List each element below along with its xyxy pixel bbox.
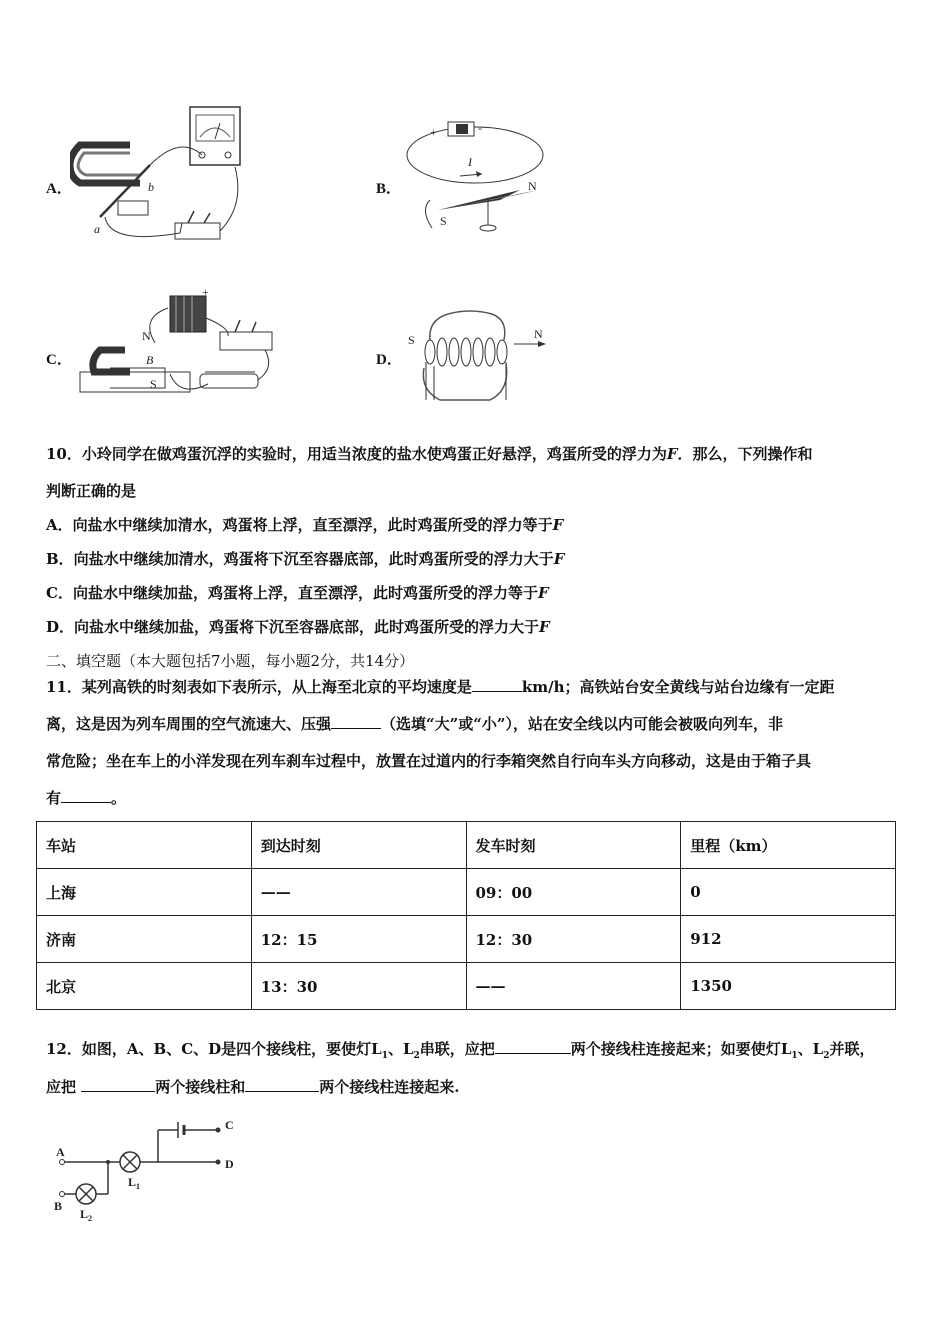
q12-lamp-symbol: L [780, 1040, 792, 1058]
q12-lamp-sub: 1 [381, 1051, 388, 1061]
lamp-l1-label [128, 1175, 140, 1191]
q12-lamp-sub: 2 [413, 1051, 420, 1061]
table-cell: 1350 [681, 963, 896, 1010]
table-header-cell: 发车时刻 [466, 822, 681, 869]
table-cell: 济南 [37, 916, 252, 963]
q12-sep: 、 [797, 1040, 813, 1058]
table-header-cell: 里程（km） [681, 822, 896, 869]
q11-line2-text-a: 离，这是因为列车周围的空气流速大、压强 [46, 715, 332, 733]
q10-option-c [46, 583, 549, 603]
q12-lamp1 [371, 1040, 388, 1061]
q12-line2-text-c: 两个接线柱连接起来. [319, 1078, 460, 1096]
q12-lamp-sub: 2 [823, 1051, 830, 1061]
q10-stem-line2: 判断正确的是 [46, 482, 137, 500]
q11-line2 [46, 714, 783, 734]
svg-text:+: + [430, 125, 437, 139]
figure-b-current-label: I [468, 155, 472, 169]
svg-text:-: - [478, 121, 482, 135]
q10-option-b [46, 549, 564, 569]
figure-b-south-label: S [440, 214, 447, 228]
terminal-c [216, 1128, 221, 1133]
q12-line1 [46, 1039, 874, 1066]
q10-option-d [46, 617, 550, 637]
terminal-d-label: D [225, 1157, 234, 1171]
figure-b-north-label: N [528, 179, 537, 193]
q10-option-c-text: C．向盐水中继续加盐，鸡蛋将上浮，直至漂浮，此时鸡蛋所受的浮力等于 [46, 584, 538, 602]
q10-force-symbol: F [666, 445, 678, 463]
q10-option-b-var: F [553, 550, 565, 568]
section-heading: 二、填空题（本大题包括7小题，每小题2分，共14分） [46, 652, 415, 670]
figure-a-generator [70, 105, 250, 245]
q11-blank-pressure[interactable] [331, 714, 381, 729]
figure-d-south-label: S [408, 333, 415, 347]
lamp-l1-symbol: L [128, 1175, 137, 1189]
q10-stem-text-2: ．那么，下列操作和 [677, 445, 813, 463]
table-row [37, 963, 896, 1010]
q10-option-d-var: F [539, 618, 550, 636]
terminal-c-label: C [225, 1118, 234, 1132]
option-a-label: A． [46, 181, 72, 197]
table-cell: —— [251, 869, 466, 916]
table-cell: 912 [681, 916, 896, 963]
table-header-row [37, 822, 896, 869]
table-cell: 12：30 [466, 916, 681, 963]
terminal-a [60, 1160, 65, 1165]
table-cell: 12：15 [251, 916, 466, 963]
q12-lamp1b [780, 1040, 798, 1061]
terminal-b [60, 1192, 65, 1197]
lamp-l2-label [80, 1207, 92, 1223]
table-header-cell: 车站 [37, 822, 252, 869]
option-c-label: C． [46, 352, 72, 368]
q11-line4-text-b: 。 [111, 789, 127, 807]
figure-b-oersted [400, 110, 570, 235]
q11-line1 [46, 677, 835, 697]
table-cell: 09：00 [466, 869, 681, 916]
table-row [37, 869, 896, 916]
q11-line4-text-a: 有 [46, 789, 62, 807]
q12-lamp2 [402, 1040, 420, 1061]
q12-lamp-symbol: L [371, 1040, 382, 1058]
lamp-l1-sub: 1 [136, 1182, 141, 1191]
q12-blank-parallel-2[interactable] [245, 1077, 319, 1092]
option-d-label: D． [376, 352, 402, 368]
terminal-b-label: B [54, 1199, 63, 1213]
circuit-diagram [48, 1112, 248, 1227]
table-cell: —— [466, 963, 681, 1010]
figure-c-north-label: N [142, 329, 151, 343]
q12-line2-text-a: 应把 [46, 1078, 77, 1096]
q11-line1-text-a: 11．某列高铁的时刻表如下表所示，从上海至北京的平均速度是 [46, 678, 472, 696]
q12-sep: 、 [387, 1040, 403, 1058]
lamp-l2-sub: 2 [88, 1214, 93, 1223]
q11-line4 [46, 788, 126, 808]
figure-a-point-b: b [148, 180, 154, 194]
q12-lamp-symbol: L [812, 1040, 824, 1058]
q12-text-b: 串联，应把 [419, 1040, 495, 1058]
q12-line2-text-b: 两个接线柱和 [155, 1078, 246, 1096]
q10-option-a-var: F [552, 516, 564, 534]
figure-c-point-b: B [146, 353, 154, 367]
q11-blank-speed[interactable] [472, 677, 522, 692]
q12-blank-series[interactable] [495, 1039, 571, 1054]
q12-blank-parallel-1[interactable] [81, 1077, 155, 1092]
option-b-label: B． [376, 181, 402, 197]
q11-line3: 常危险；坐在车上的小洋发现在列车刹车过程中，放置在过道内的行李箱突然自行向车头方向移动，这是由于箱子具 [46, 752, 812, 770]
lamp-l2-symbol: L [80, 1207, 89, 1221]
q10-option-a-text: A．向盐水中继续加清水，鸡蛋将上浮，直至漂浮，此时鸡蛋所受的浮力等于 [46, 516, 553, 534]
figure-c-south-label: S [150, 377, 157, 391]
q11-line2-text-b: （选填“大”或“小”），站在安全线以内可能会被吸向列车，非 [381, 715, 784, 733]
q10-stem-text: 10．小玲同学在做鸡蛋沉浮的实验时，用适当浓度的盐水使鸡蛋正好悬浮，鸡蛋所受的浮力为 [46, 445, 667, 463]
figure-d-solenoid [400, 300, 560, 410]
table-header-cell: 到达时刻 [251, 822, 466, 869]
terminal-d [216, 1160, 221, 1165]
q12-lamp2b [812, 1040, 830, 1061]
table-cell: 13：30 [251, 963, 466, 1010]
q10-option-b-text: B．向盐水中继续加清水，鸡蛋将下沉至容器底部，此时鸡蛋所受的浮力大于 [46, 550, 554, 568]
terminal-a-label: A [56, 1145, 65, 1159]
q12-text-a: 12．如图，A、B、C、D是四个接线柱，要使灯 [46, 1040, 372, 1058]
q11-line1-text-b: km/h；高铁站台安全黄线与站台边缘有一定距 [521, 678, 835, 696]
q11-blank-inertia[interactable] [61, 788, 111, 803]
timetable [36, 821, 896, 1010]
svg-text:+: + [202, 288, 209, 299]
q12-line2 [46, 1077, 460, 1097]
q10-option-c-var: F [537, 584, 549, 602]
q12-lamp-sub: 1 [791, 1051, 798, 1061]
table-cell: 北京 [37, 963, 252, 1010]
q10-option-a [46, 515, 563, 535]
q12-text-d: 并联， [829, 1040, 875, 1058]
table-cell: 0 [681, 869, 896, 916]
table-cell: 上海 [37, 869, 252, 916]
q10-stem [46, 444, 813, 464]
figure-c-motor [70, 288, 280, 408]
q12-lamp-symbol: L [402, 1040, 414, 1058]
figure-a-point-a: a [94, 222, 100, 236]
q12-text-c: 两个接线柱连接起来；如要使灯 [570, 1040, 781, 1058]
q10-option-d-text: D．向盐水中继续加盐，鸡蛋将下沉至容器底部，此时鸡蛋所受的浮力大于 [46, 618, 540, 636]
figure-d-north-label: N [534, 327, 543, 341]
table-row [37, 916, 896, 963]
